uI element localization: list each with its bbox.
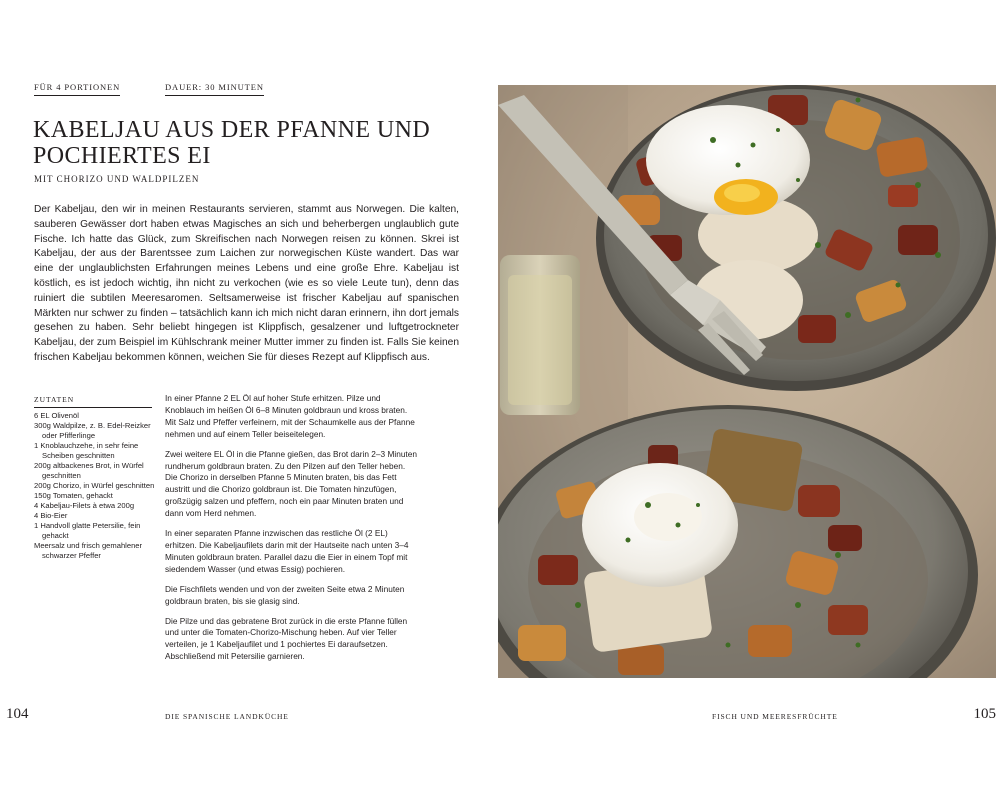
running-head-left: DIE SPANISCHE LANDKÜCHE [165, 712, 289, 721]
page-number-left: 104 [6, 706, 29, 722]
running-head-right: FISCH UND MEERESFRÜCHTE [712, 712, 838, 721]
servings-label: FÜR 4 PORTIONEN [34, 82, 120, 96]
ingredients-list [34, 411, 162, 561]
method-step: Zwei weitere EL Öl in die Pfanne gießen, das Brot darin 2–3 Minuten rundherum goldbraun braten. Zu den Pilzen auf den Teller heben. Die Chorizo in derselben Pfanne 5 Minuten braten, bis das Fett austritt und die Chorizo goldbraun ist. Die Tomaten hinzufügen, großzügig salzen und pfeffern, noch ein paar Minuten braten und dann vom Herd nehmen. [165, 448, 417, 519]
method-step: In einer Pfanne 2 EL Öl auf hoher Stufe erhitzen. Pilze und Knoblauch im heißen Öl 6–8 Minuten goldbraun und kross braten. Mit Salz und Pfeffer verfeinern, mit der Schaumkelle aus der Pfanne nehmen und auf einem Teller beiseitelegen. [165, 393, 415, 439]
recipe-subtitle: MIT CHORIZO UND WALDPILZEN [34, 174, 200, 184]
ingredient-item: 4 Bio-Eier [34, 511, 68, 520]
page-number-right: 105 [973, 706, 996, 722]
dish-photo [498, 85, 996, 678]
method-step: In einer separaten Pfanne inzwischen das restliche Öl (2 EL) erhitzen. Die Kabeljaufilets darin mit der Hautseite nach unten 3–4 Minuten goldbraun braten. Parallel dazu die Eier in einem Topf mit siedendem Wasser (und etwas Essig) pochieren. [165, 528, 409, 574]
ingredient-item: 4 Kabeljau-Filets à etwa 200g [34, 501, 135, 510]
duration-label: DAUER: 30 MINUTEN [165, 82, 264, 96]
ingredient-item: 150g Tomaten, gehackt [34, 491, 113, 500]
method-steps [165, 393, 417, 671]
ingredient-item: 300g Waldpilze, z. B. Edel-Reizker oder Pfifferlinge [34, 421, 151, 440]
ingredient-item: 6 EL Olivenöl [34, 411, 79, 420]
ingredient-item: Meersalz und frisch gemahlener schwarzer Pfeffer [34, 541, 143, 560]
recipe-title: KABELJAU AUS DER PFANNE UND POCHIERTES EI [33, 117, 431, 169]
ingredients-heading: ZUTATEN [34, 395, 152, 408]
intro-paragraph: Der Kabeljau, den wir in meinen Restaurants servieren, stammt aus Norwegen. Die kalten, sauberen Gewässer dort haben etwas Magisches an sich und beherbergen unglaublich gute Fische. Ich hatte das Glück, zum Skreifischen nach Norwegen reisen zu können. Skrei ist Kabeljau, der aus der Barentssee zum Laichen zur norwegischen Küste wandert. Das war eine der unglaublichsten Erfahrungen meines Lebens und eine große Ehre. Kabeljau ist köstlich, es ist jedoch wichtig, ihn nicht zu verkochen (wie es so viele Leute tun), denn das ruiniert die subtilen Meeresaromen. Seltsamerweise ist frischer Kabeljau auf spanischen Märkten nur schwer zu finden – tatsächlich kann ich mich nicht daran erinnern, ihn dort jemals gesehen zu haben. Sehr beliebt hingegen ist Klippfisch, gesalzener und luftgetrockneter Kabeljau, der zum Beispiel im Kühlschrank meiner Mutter immer zu finden ist. Falls Sie keinen frischen Kabeljau bekommen können, weichen Sie für dieses Rezept auf Klippfisch aus. [34, 204, 459, 363]
method-step: Die Fischfilets wenden und von der zweiten Seite etwa 2 Minuten goldbraun braten, bis sie glasig sind. [165, 583, 405, 606]
ingredient-item: 1 Handvoll glatte Petersilie, fein gehackt [34, 521, 141, 540]
ingredient-item: 200g Chorizo, in Würfel geschnitten [34, 481, 155, 490]
method-step: Die Pilze und das gebratene Brot zurück in die erste Pfanne füllen und unter die Tomaten-Chorizo-Mischung heben. Auf vier Teller verteilen, je 1 Kabeljaufilet und 1 pochiertes Ei daraufsetzen. Abschließend mit Petersilie garnieren. [165, 615, 408, 662]
ingredient-item: 200g altbackenes Brot, in Würfel geschnitten [34, 461, 144, 480]
ingredient-item: 1 Knoblauchzehe, in sehr feine Scheiben geschnitten [34, 441, 139, 460]
